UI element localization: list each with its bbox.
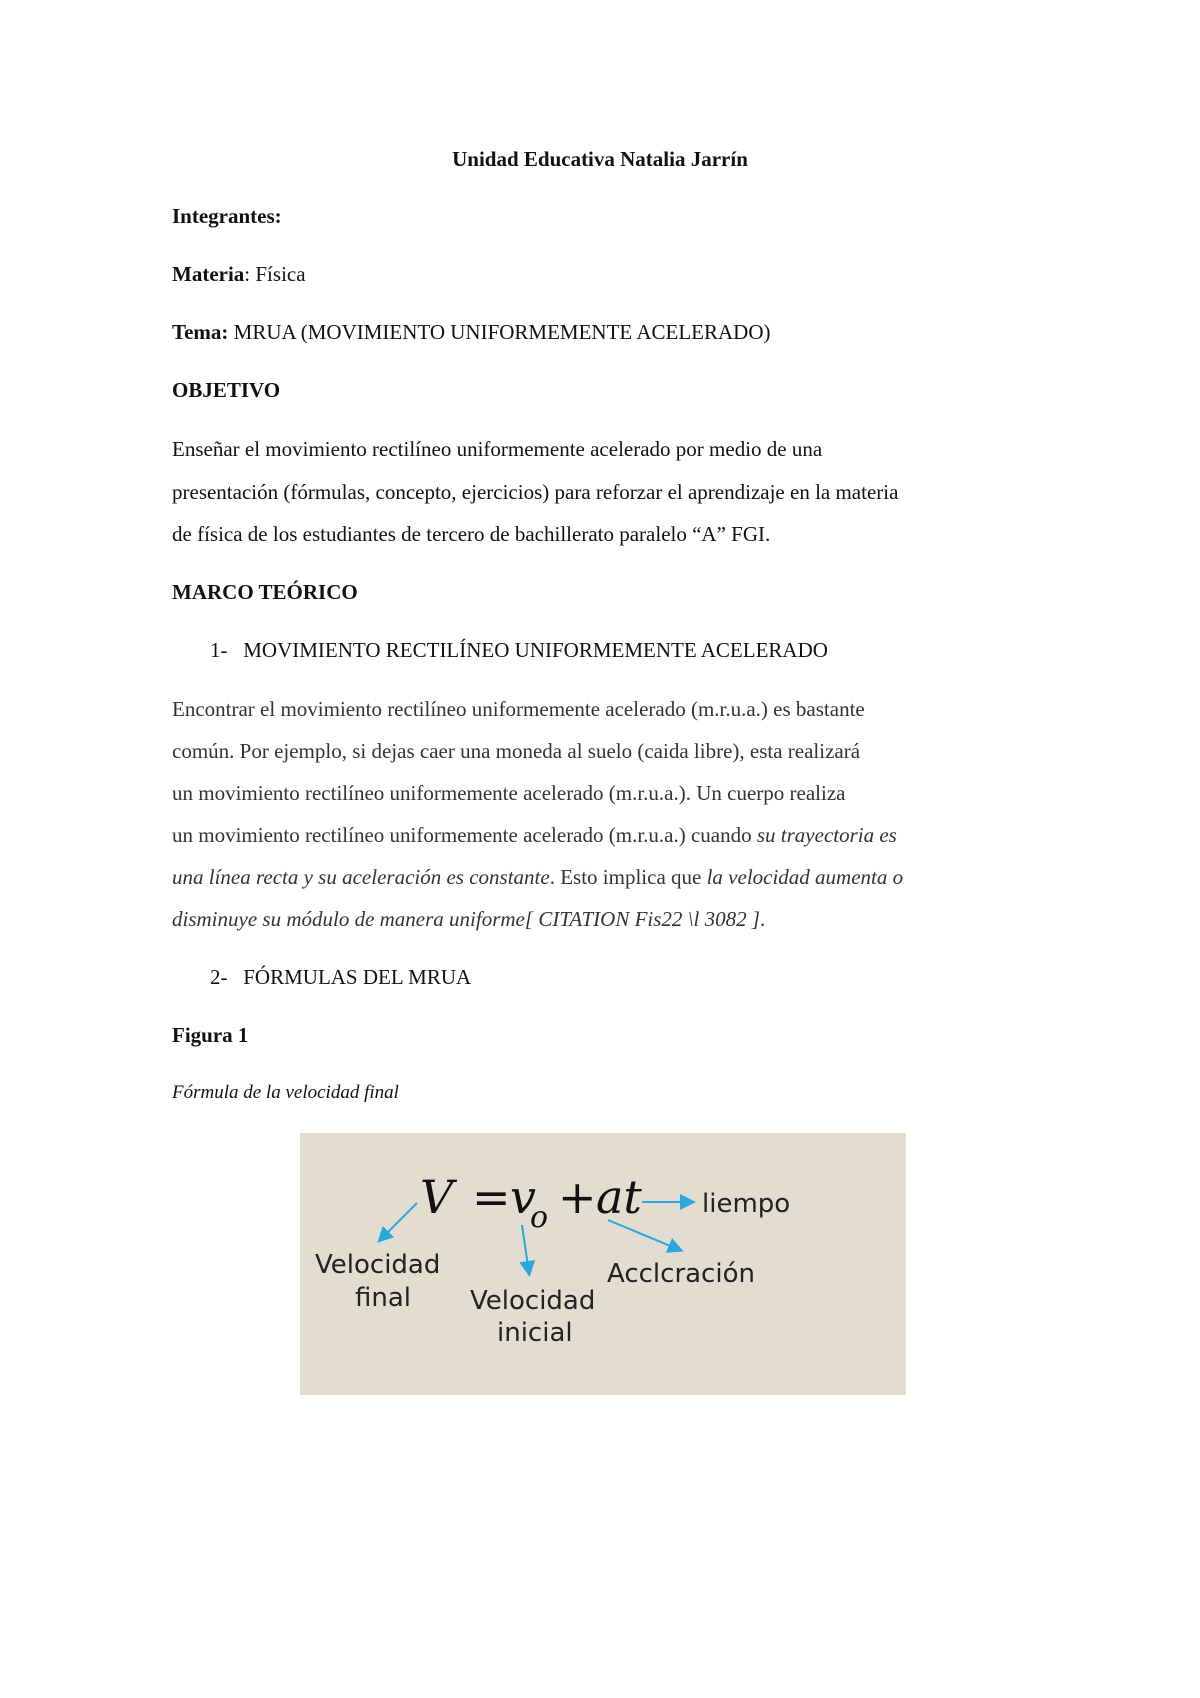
list-number: 1- [210, 638, 228, 662]
label-vi2: inicial [497, 1318, 573, 1348]
eq-at: at [596, 1170, 642, 1224]
arrow-vf [380, 1203, 417, 1240]
list-text: FÓRMULAS DEL MRUA [243, 965, 472, 989]
list-item-1 [210, 637, 828, 663]
para-italic: la velocidad aumenta o [706, 865, 904, 889]
arrow-vi [522, 1225, 529, 1273]
para-line [172, 864, 903, 890]
document-title: Unidad Educativa Natalia Jarrín [452, 147, 748, 171]
materia-line [172, 261, 306, 287]
para-line [172, 906, 765, 932]
para-italic: su trayectoria es [756, 823, 897, 847]
para-text: . [760, 907, 766, 931]
integrantes-label: Integrantes: [172, 204, 282, 228]
formula-figure [300, 1133, 906, 1395]
label-acel: Acclcración [607, 1259, 755, 1289]
figure-caption: Fórmula de la velocidad final [172, 1082, 399, 1103]
citation-field: [ CITATION Fis22 \l 3082 ] [524, 907, 761, 931]
label-vi1: Velocidad [470, 1286, 596, 1316]
objetivo-line: de física de los estudiantes de tercero de bachillerato paralelo “A” FGI. [172, 522, 771, 546]
para-text: un movimiento rectilíneo uniformemente acelerado (m.r.u.a.) cuando [172, 823, 757, 847]
materia-label: Materia [172, 262, 245, 286]
objetivo-line: presentación (fórmulas, concepto, ejercicios) para reforzar el aprendizaje en la materia [172, 480, 899, 504]
tema-label: Tema: [172, 320, 229, 344]
arrow-acel [608, 1220, 680, 1250]
eq-plus: + [558, 1170, 597, 1224]
para-line [172, 822, 897, 848]
tema-value: MRUA (MOVIMIENTO UNIFORMEMENTE ACELERADO) [228, 320, 771, 344]
label-vf2: final [355, 1283, 412, 1313]
para-italic: disminuye su módulo de manera uniforme [172, 907, 525, 931]
para-line: común. Por ejemplo, si dejas caer una moneda al suelo (caida libre), esta realizará [172, 739, 861, 763]
label-tiempo: liempo [702, 1189, 791, 1219]
para-text: . Esto implica que [549, 865, 707, 889]
figure-label: Figura 1 [172, 1023, 249, 1047]
objetivo-heading: OBJETIVO [172, 378, 281, 402]
para-line: Encontrar el movimiento rectilíneo uniformemente acelerado (m.r.u.a.) es bastante [172, 697, 865, 721]
formula-diagram [300, 1133, 906, 1395]
eq-subscript: o [530, 1200, 549, 1235]
eq-equals: = [472, 1170, 511, 1224]
eq-v: v [510, 1170, 536, 1224]
para-line: un movimiento rectilíneo uniformemente acelerado (m.r.u.a.). Un cuerpo realiza [172, 781, 846, 805]
list-item-2 [210, 964, 471, 990]
para-italic: una línea recta y su aceleración es constante [172, 865, 550, 889]
objetivo-line: Enseñar el movimiento rectilíneo uniformemente acelerado por medio de una [172, 437, 823, 461]
label-vf1: Velocidad [315, 1250, 441, 1280]
marco-heading: MARCO TEÓRICO [172, 580, 358, 604]
tema-line [172, 319, 771, 345]
list-text: MOVIMIENTO RECTILÍNEO UNIFORMEMENTE ACELERADO [243, 638, 828, 662]
list-number: 2- [210, 965, 228, 989]
materia-value: : Física [244, 262, 306, 286]
eq-V: V [420, 1170, 454, 1224]
